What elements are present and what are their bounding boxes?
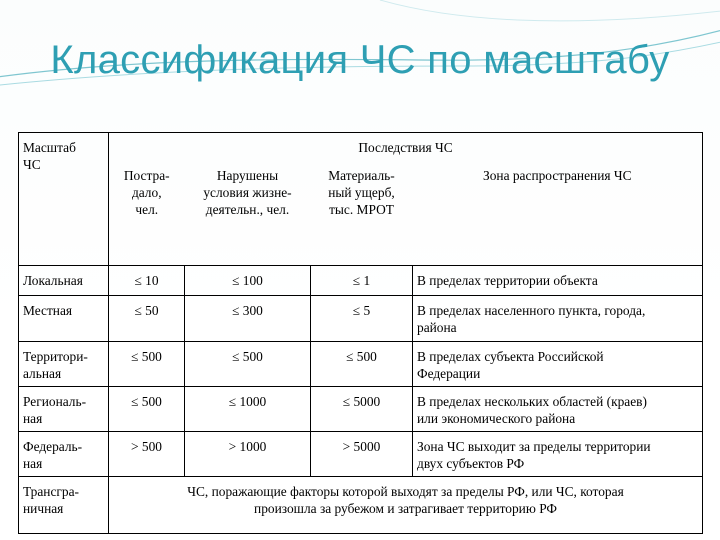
table-row-transborder bbox=[19, 477, 703, 534]
cell-zone-line: В пределах субъекта Российской bbox=[417, 349, 604, 364]
cell-zone-line: района bbox=[417, 320, 457, 335]
cell-victims: ≤ 10 bbox=[109, 266, 185, 296]
page-title: Классификация ЧС по масштабу bbox=[50, 38, 670, 82]
cell-zone-line: В пределах нескольких областей (краев) bbox=[417, 394, 647, 409]
cell-victims: ≤ 500 bbox=[109, 342, 185, 387]
cell-victims: ≤ 50 bbox=[109, 296, 185, 342]
cell-damage: ≤ 5 bbox=[311, 296, 413, 342]
cell-zone-line: Зона ЧС выходит за пределы территории bbox=[417, 439, 651, 454]
cell-scale-line: Локальная bbox=[23, 273, 83, 288]
header-row bbox=[19, 133, 703, 164]
header-damage-line: ный ущерб, bbox=[328, 185, 395, 200]
cell-disrupted: ≤ 100 bbox=[185, 266, 311, 296]
cell-scale bbox=[19, 342, 109, 387]
header-disrupted-line: условия жизне- bbox=[203, 185, 292, 200]
header-scale-line: Масштаб bbox=[23, 140, 76, 155]
cell-damage: ≤ 1 bbox=[311, 266, 413, 296]
transborder-line: произошла за рубежом и затрагивает территорию РФ bbox=[254, 501, 557, 516]
cell-zone-line: В пределах территории объекта bbox=[417, 273, 598, 288]
header-victims-line: дало, bbox=[131, 185, 162, 200]
table-row bbox=[19, 266, 703, 296]
cell-zone bbox=[413, 296, 703, 342]
cell-damage: ≤ 500 bbox=[311, 342, 413, 387]
header-disrupted-line: Нарушены bbox=[216, 168, 279, 183]
cell-scale bbox=[19, 477, 109, 534]
cell-victims: ≤ 500 bbox=[109, 387, 185, 432]
header-scale bbox=[19, 133, 109, 266]
cell-transborder-description bbox=[109, 477, 703, 534]
cell-damage: > 5000 bbox=[311, 432, 413, 477]
cell-scale-line: альная bbox=[23, 366, 62, 381]
classification-table bbox=[18, 132, 703, 534]
cell-zone bbox=[413, 387, 703, 432]
cell-victims: > 500 bbox=[109, 432, 185, 477]
header-disrupted-line: деятельн., чел. bbox=[205, 202, 290, 217]
header-zone: Зона распространения ЧС bbox=[413, 163, 703, 266]
cell-scale-line: Трансгра- bbox=[23, 484, 80, 499]
cell-disrupted: > 1000 bbox=[185, 432, 311, 477]
cell-scale-line: ная bbox=[23, 411, 43, 426]
table-row bbox=[19, 342, 703, 387]
cell-disrupted: ≤ 1000 bbox=[185, 387, 311, 432]
header-victims-line: Постра- bbox=[123, 168, 170, 183]
cell-scale-line: Территори- bbox=[23, 349, 88, 364]
header-damage-line: Материаль- bbox=[328, 168, 395, 183]
cell-zone-line: двух субъектов РФ bbox=[417, 456, 525, 471]
cell-scale-line: Федераль- bbox=[23, 439, 83, 454]
header-scale-line: ЧС bbox=[23, 157, 41, 172]
header-victims bbox=[109, 163, 185, 266]
header-victims-line: чел. bbox=[135, 202, 159, 217]
header-damage bbox=[311, 163, 413, 266]
cell-zone-line: В пределах населенного пункта, города, bbox=[417, 303, 646, 318]
cell-disrupted: ≤ 300 bbox=[185, 296, 311, 342]
cell-scale bbox=[19, 296, 109, 342]
transborder-line: ЧС, поражающие факторы которой выходят за пределы РФ, или ЧС, которая bbox=[187, 484, 624, 499]
table-row bbox=[19, 432, 703, 477]
cell-zone bbox=[413, 342, 703, 387]
header-consequences: Последствия ЧС bbox=[109, 133, 703, 164]
table-row bbox=[19, 296, 703, 342]
cell-scale-line: Региональ- bbox=[23, 394, 87, 409]
header-disrupted bbox=[185, 163, 311, 266]
cell-zone-line: Федерации bbox=[417, 366, 481, 381]
cell-disrupted: ≤ 500 bbox=[185, 342, 311, 387]
table-row bbox=[19, 387, 703, 432]
cell-scale-line: Местная bbox=[23, 303, 73, 318]
cell-scale bbox=[19, 387, 109, 432]
header-damage-line: тыс. МРОТ bbox=[329, 202, 394, 217]
cell-scale-line: ничная bbox=[23, 501, 64, 516]
cell-zone bbox=[413, 432, 703, 477]
cell-zone bbox=[413, 266, 703, 296]
subheader-row bbox=[19, 163, 703, 266]
cell-zone-line: или экономического района bbox=[417, 411, 576, 426]
cell-scale bbox=[19, 266, 109, 296]
cell-scale-line: ная bbox=[23, 456, 43, 471]
cell-damage: ≤ 5000 bbox=[311, 387, 413, 432]
cell-scale bbox=[19, 432, 109, 477]
